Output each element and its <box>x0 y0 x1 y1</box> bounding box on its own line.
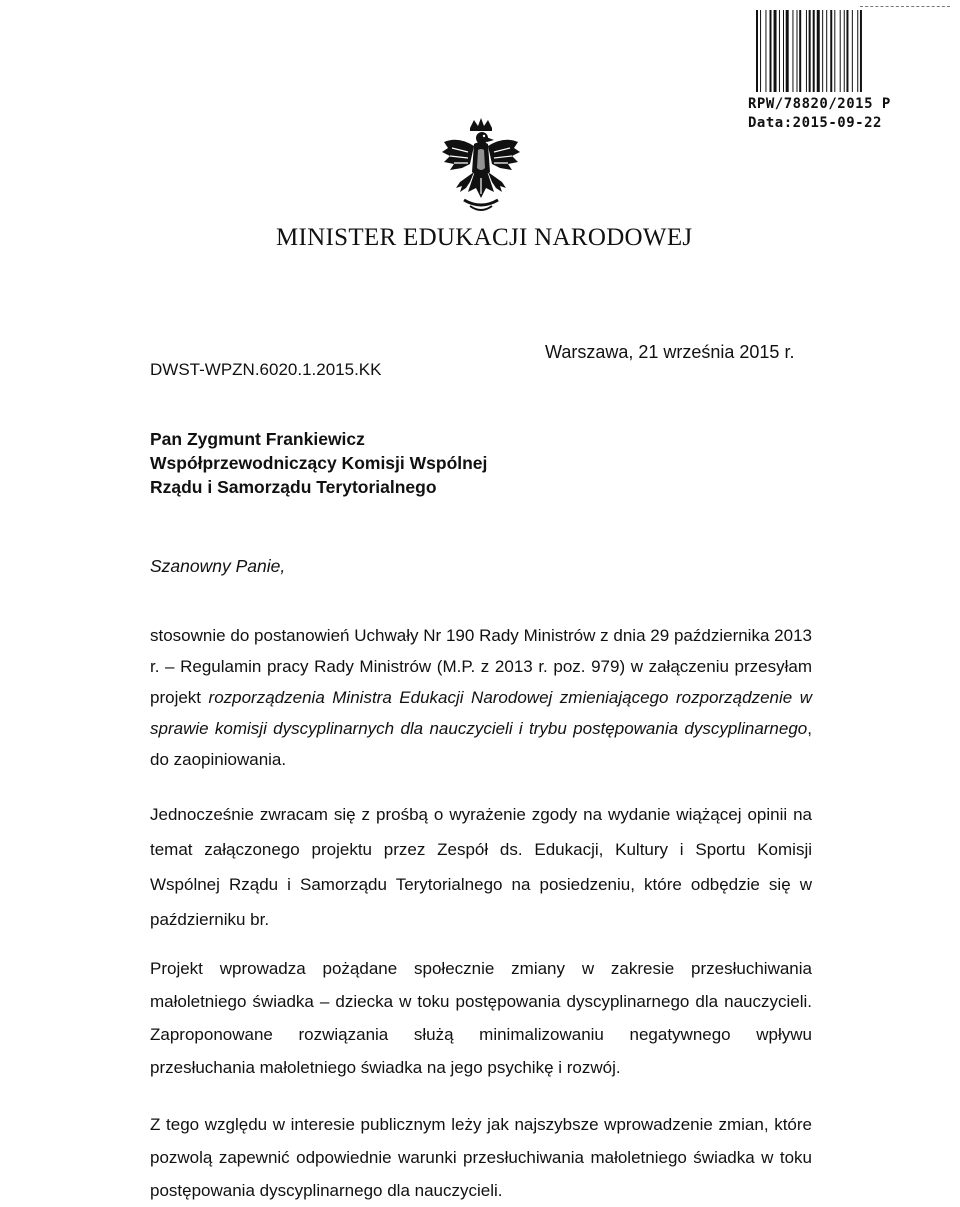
paragraph-4: Z tego względu w interesie publicznym leży jak najszybsze wprowadzenie zmian, które pozwolą zapewnić odpowiednie warunki przesłuchiwania małoletniego świadka w toku postępowania dyscyplinarnego dla nauczycieli. <box>150 1115 812 1200</box>
barcode-bar <box>765 10 766 92</box>
barcode-bar <box>826 10 827 92</box>
draft-regulation-title: rozporządzenia Ministra Edukacji Narodowej zmieniającego rozporządzenie w sprawie komisji dyscyplinarnych dla nauczycieli i trybu postępowania dyscyplinarnego <box>150 688 812 738</box>
barcode-bar <box>809 10 811 92</box>
barcode-bar <box>852 10 853 92</box>
paragraph-1-intro: stosownie do postanowień Uchwały Nr 190 Rady Ministrów z dnia 29 października 2013 r. – Regulamin pracy Rady Ministrów (M.P. z 2013 r. poz. 979) w załączeniu przesyłam projekt <box>150 626 812 707</box>
scan-edge-mark <box>860 6 950 7</box>
barcode-bar <box>792 10 793 92</box>
paragraph-3: Projekt wprowadza pożądane społecznie zmiany w zakresie przesłuchiwania małoletniego świadka – dziecka w toku postępowania dyscyplinarnego dla nauczycieli. Zaproponowane rozwiązania służą minimalizowaniu negatywnego wpływu przesłuchania małoletniego świadka na jego psychikę i rozwój. <box>150 959 812 1077</box>
barcode-bar <box>813 10 815 92</box>
barcode-bar <box>774 10 777 92</box>
barcode-bar <box>846 10 848 92</box>
place-and-date: Warszawa, 21 września 2015 r. <box>545 342 795 362</box>
addressee-block <box>150 427 487 499</box>
barcode-bar <box>756 10 758 92</box>
ministry-title: MINISTER EDUKACJI NARODOWEJ <box>276 224 693 251</box>
barcode-bar <box>806 10 807 92</box>
barcode-bar <box>840 10 841 92</box>
barcode-bar <box>760 10 761 92</box>
barcode-bar <box>844 10 845 92</box>
addressee-institution: Rządu i Samorządu Terytorialnego <box>150 477 437 497</box>
registration-date: Data:2015-09-22 <box>748 115 882 131</box>
registration-number: RPW/78820/2015 P <box>748 96 891 112</box>
barcode-bar <box>786 10 789 92</box>
barcode-bar <box>830 10 832 92</box>
addressee-name: Pan Zygmunt Frankiewicz <box>150 429 365 449</box>
reference-number: DWST-WPZN.6020.1.2015.KK <box>150 360 382 379</box>
barcode-bar <box>822 10 823 92</box>
paragraph-1-outro: , do zaopiniowania. <box>150 719 812 769</box>
polish-eagle-emblem <box>440 118 522 216</box>
registration-stamp <box>748 10 898 135</box>
barcode-bar <box>834 10 835 92</box>
barcode-bar <box>857 10 858 92</box>
paragraph-2: Jednocześnie zwracam się z prośbą o wyrażenie zgody na wydanie wiążącej opinii na temat załączonego projektu przez Zespół ds. Edukacji, Kultury i Sportu Komisji Wspólnej Rządu i Samorządu Terytorialnego na posiedzeniu, które odbędzie się w październiku br. <box>150 805 812 929</box>
barcode-bar <box>797 10 798 92</box>
barcode-bar <box>817 10 820 92</box>
paragraph-1 <box>150 620 812 775</box>
barcode-bar <box>860 10 862 92</box>
barcode-bar <box>779 10 780 92</box>
barcode-bar <box>783 10 784 92</box>
salutation: Szanowny Panie, <box>150 556 286 576</box>
barcode-bar <box>799 10 801 92</box>
barcode <box>756 10 890 92</box>
barcode-bar <box>770 10 772 92</box>
addressee-title: Współprzewodniczący Komisji Wspólnej <box>150 453 488 473</box>
